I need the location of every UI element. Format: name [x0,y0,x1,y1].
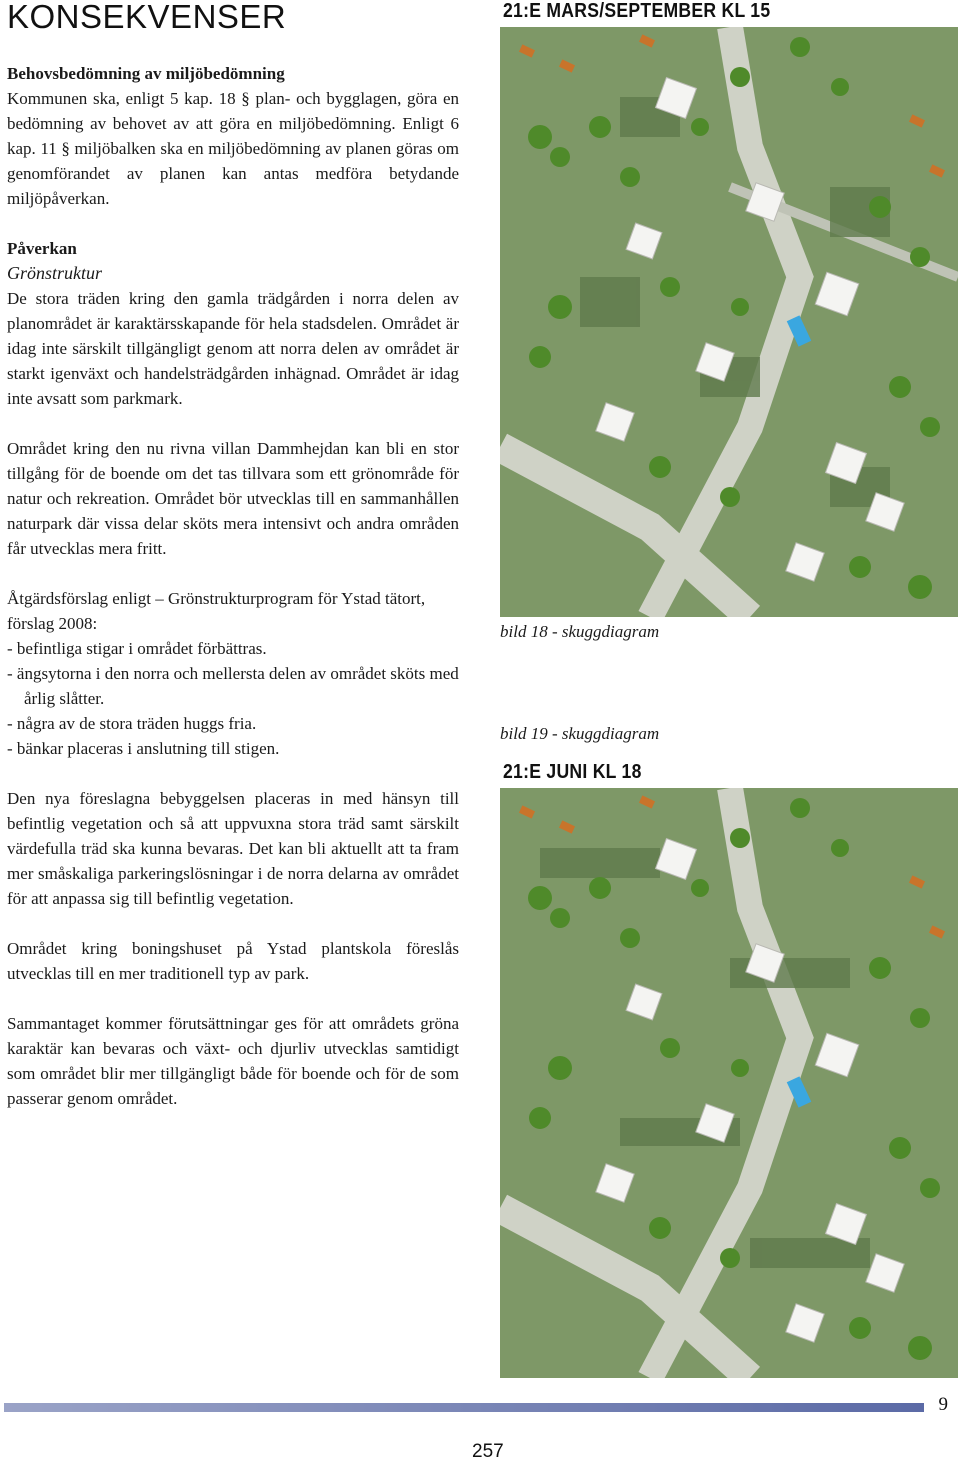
paverkan-heading: Påverkan [7,239,77,258]
atgard-list [7,636,459,761]
diagram-1-label: 21:E MARS/SEPTEMBER KL 15 [503,0,771,22]
diagram-2-label: 21:E JUNI KL 18 [503,761,642,783]
paragraph-4: Området kring boningshuset på Ystad plantskola föreslås utvecklas till en mer traditionell typ av park. [7,939,459,983]
page-number: 9 [938,1394,948,1415]
behov-body: Kommunen ska, enligt 5 kap. 18 § plan- och bygglagen, göra en bedömning av behovet av att göra en miljöbedömning. Enligt 6 kap. 11 § miljöbalken ska en miljöbedömning av planen göras om genomförandet av planen kan antas medföra betydande miljöpåverkan. [7,89,459,208]
site-plan-illustration [500,27,958,617]
list-item: - ängsytorna i den norra och mellersta delen av området sköts med årlig slåtter. [7,664,459,708]
shadow-diagram-2 [500,788,958,1378]
behov-heading: Behovsbedömning av miljöbedömning [7,64,285,83]
paragraph-5: Sammantaget kommer förutsättningar ges för att områdets gröna karaktär kan bevaras och växt- och djurliv utvecklas samtidigt som området blir mer tillgängligt både för boende och för de som passerar genom området. [7,1014,459,1108]
gron-subheading: Grönstruktur [7,263,103,283]
list-item: - några av de stora träden huggs fria. [7,714,257,733]
list-item: - bänkar placeras i anslutning till stigen. [7,739,280,758]
page-title: KONSEKVENSER [7,0,287,35]
atgard-intro: Åtgärdsförslag enligt – Grönstrukturprogram för Ystad tätort, förslag 2008: [7,589,426,633]
paragraph-3: Den nya föreslagna bebyggelsen placeras in med hänsyn till befintlig vegetation och så att uppvuxna stora träd samt särskilt värdefulla träd ska kunna bevaras. Det kan bli aktuellt att ta fram mer småskaliga parkeringslösningar i de norra delarna av området för att anpassa sig till befintlig vegetation. [7,789,459,908]
paragraph-2: Området kring den nu rivna villan Dammhejdan kan bli en stor tillgång för de boende om det tas tillvara som ett grönområde för natur och rekreation. Området bör utvecklas till en sammanhållen naturpark där vissa delar sköts mera intensivt och andra områden får utvecklas mera fritt. [7,439,459,558]
figure-1-caption: bild 18 - skuggdiagram [500,622,660,641]
site-plan-illustration [500,788,958,1378]
shadow-diagram-1 [500,27,958,617]
paragraph-1: De stora träden kring den gamla trädgården i norra delen av planområdet är karaktärsskapande för hela stadsdelen. Området är idag inte särskilt tillgängligt genom att norra delen av området är starkt igenväxt och handelsträdgården inhägnad. Området är idag inte avsatt som parkmark. [7,289,459,408]
figure-2-caption: bild 19 - skuggdiagram [500,724,660,743]
text-column [7,61,459,1136]
footer-bar [4,1403,924,1412]
list-item: - befintliga stigar i området förbättras. [7,639,267,658]
document-page-number: 257 [472,1441,504,1462]
